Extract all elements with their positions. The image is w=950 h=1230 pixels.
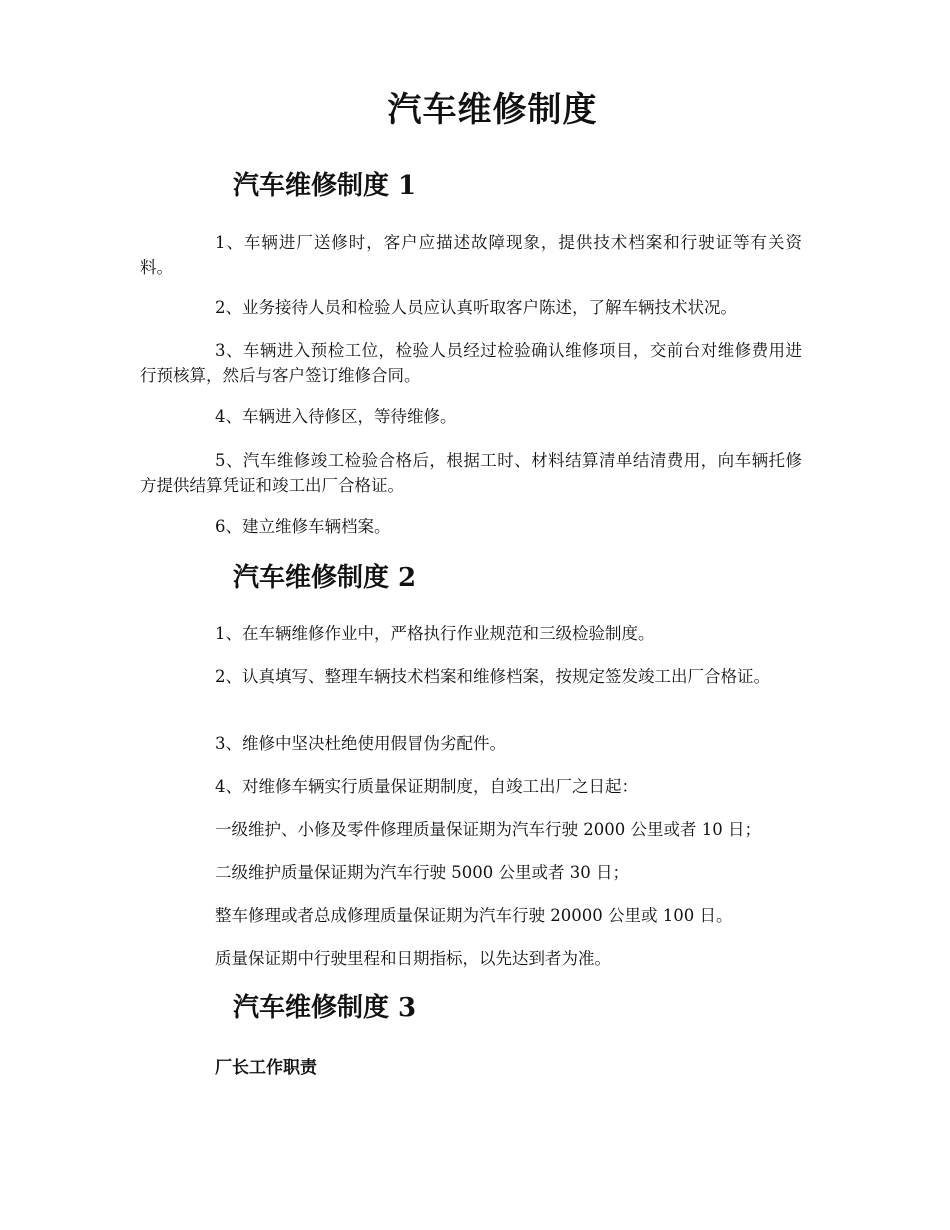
section-heading-1: 汽车维修制度 1 [233,171,417,201]
paragraph: 4、车辆进入待修区，等待维修。 [215,407,457,426]
paragraph: 整车修理或者总成修理质量保证期为汽车行驶 20000 公里或 100 日。 [215,906,733,925]
paragraph: 5、汽车维修竣工检验合格后，根据工时、材料结算清单结清费用，向车辆托修方提供结算凭证和竣工出厂合格证。 [140,451,802,495]
paragraph: 3、车辆进入预检工位，检验人员经过检验确认维修项目，交前台对维修费用进行预核算，然后与客户签订维修合同。 [140,341,802,385]
section-heading-2: 汽车维修制度 2 [233,563,417,593]
paragraph: 6、建立维修车辆档案。 [215,517,391,536]
document-title: 汽车维修制度 [387,90,598,130]
paragraph: 1、在车辆维修作业中，严格执行作业规范和三级检验制度。 [215,624,655,643]
paragraph: 一级维护、小修及零件修理质量保证期为汽车行驶 2000 公里或者 10 日； [215,820,761,839]
paragraph: 二级维护质量保证期为汽车行驶 5000 公里或者 30 日； [215,863,629,882]
paragraph: 质量保证期中行驶里程和日期指标，以先达到者为准。 [215,949,611,968]
section-heading-3: 汽车维修制度 3 [233,993,417,1023]
paragraph: 2、认真填写、整理车辆技术档案和维修档案，按规定签发竣工出厂合格证。 [215,667,770,686]
paragraph: 2、业务接待人员和检验人员应认真听取客户陈述，了解车辆技术状况。 [215,298,737,317]
section-subheading: 厂长工作职责 [215,1058,317,1078]
paragraph: 4、对维修车辆实行质量保证期制度，自竣工出厂之日起： [215,777,638,796]
paragraph: 1、车辆进厂送修时，客户应描述故障现象，提供技术档案和行驶证等有关资料。 [140,233,802,277]
paragraph: 3、维修中坚决杜绝使用假冒伪劣配件。 [215,734,506,753]
